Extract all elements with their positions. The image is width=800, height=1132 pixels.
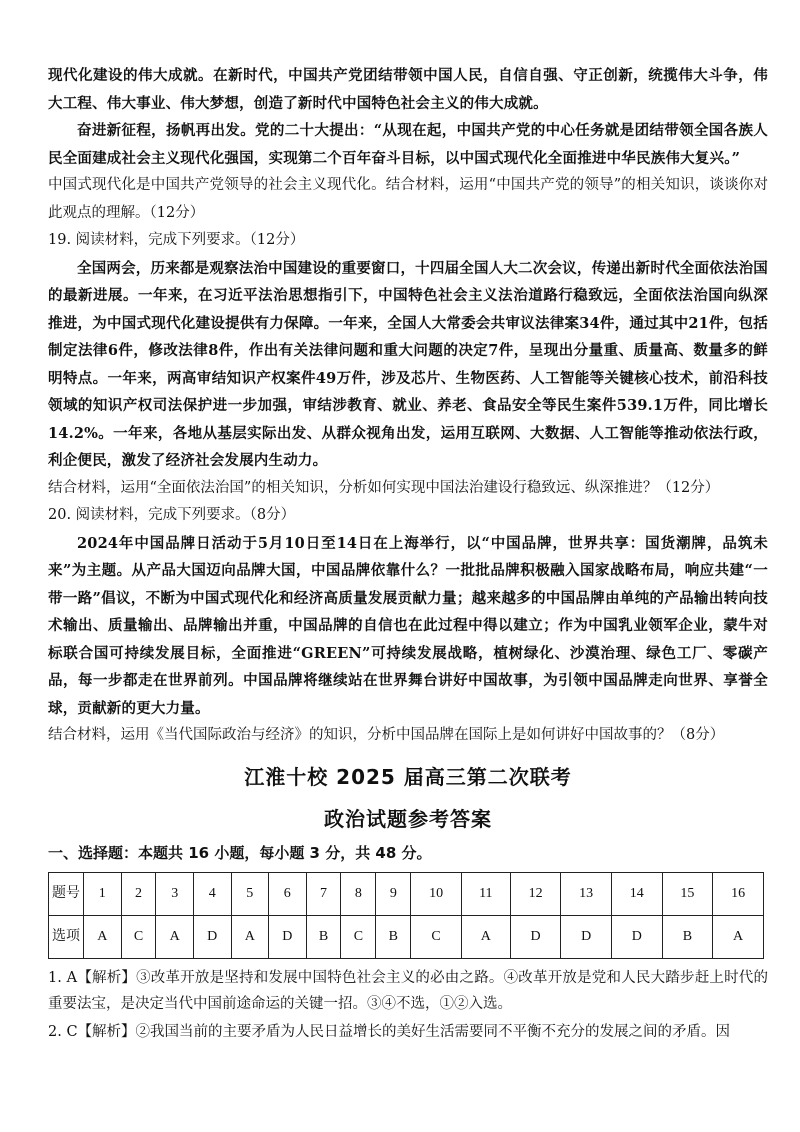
table-cell: 2 (121, 872, 156, 915)
table-cell: 1 (84, 872, 122, 915)
q20-heading: 20. 阅读材料，完成下列要求。（8分） (48, 507, 296, 523)
document-page (48, 62, 768, 1045)
explanation-2: 2. C【解析】②我国当前的主要矛盾为人民日益增长的美好生活需要同不平衡不充分的发展之间的矛盾。因 (48, 1023, 731, 1040)
q20-question: 结合材料，运用《当代国际政治与经济》的知识，分析中国品牌在国际上是如何讲好中国故事的？（8分） (48, 727, 725, 743)
table-cell: A (231, 915, 269, 958)
table-cell: 14 (611, 872, 662, 915)
table-cell: D (269, 915, 307, 958)
table-cell: C (411, 915, 462, 958)
answer-table (48, 872, 764, 959)
table-cell: B (662, 915, 713, 958)
table-cell: 12 (510, 872, 561, 915)
table-cell: 10 (411, 872, 462, 915)
table-cell: 8 (341, 872, 376, 915)
table-row-numbers (49, 872, 764, 915)
q19-heading: 19. 阅读材料，完成下列要求。（12分） (48, 232, 305, 248)
explanation-1: 1. A【解析】③改革开放是坚持和发展中国特色社会主义的必由之路。④改革开放是党和人民大踏步赶上时代的重要法宝，是决定当代中国前途命运的关键一招。③④不选，①②入选。 (48, 969, 768, 1012)
table-cell: 7 (306, 872, 341, 915)
table-cell: C (341, 915, 376, 958)
table-cell: D (510, 915, 561, 958)
table-cell: 9 (376, 872, 411, 915)
table-cell: 4 (193, 872, 231, 915)
answer-key-title: 江淮十校 2025 届高三第二次联考 (244, 764, 572, 789)
table-cell: D (193, 915, 231, 958)
table-cell: 15 (662, 872, 713, 915)
table-cell: 13 (561, 872, 612, 915)
q18-question: 中国式现代化是中国共产党领导的社会主义现代化。结合材料，运用“中国共产党的领导”的相关知识，谈谈你对此观点的理解。（12分） (48, 177, 768, 221)
table-cell: B (376, 915, 411, 958)
table-cell: A (461, 915, 510, 958)
table-cell: D (611, 915, 662, 958)
table-row-answers (49, 915, 764, 958)
table-cell: B (306, 915, 341, 958)
table-cell: A (156, 915, 194, 958)
q18-material-paragraph-1: 现代化建设的伟大成就。在新时代，中国共产党团结带领中国人民，自信自强、守正创新，统揽伟大斗争，伟大工程、伟大事业、伟大梦想，创造了新时代中国特色社会主义的伟大成就。 (48, 67, 768, 112)
q19-question: 结合材料，运用“全面依法治国”的相关知识，分析如何实现中国法治建设行稳致远、纵深推进？（12分） (48, 479, 720, 496)
row-label-option: 选项 (49, 915, 84, 958)
q19-material: 全国两会，历来都是观察法治中国建设的重要窗口，十四届全国人大二次会议，传递出新时代全面依法治国的最新进展。一年来，在习近平法治思想指引下，中国特色社会主义法治道路行稳致远，全面依法治国向纵深推进，为中国式现代化建设提供有力保障。一年来，全国人大常委会共审议法律案34件，通过其中21件，包括制定法律6件，修改法律8件，作出有关法律问题和重大问题的决定7件，呈现出分量重、质量高、数量多的鲜明特点。一年来，两高审结知识产权案件49万件，涉及芯片、生物医药、人工智能等关键核心技术，前沿科技领域的知识产权司法保护进一步加强，审结涉教育、就业、养老、食品安全等民生案件539.1万件，同比增长14.2%。一年来，各地从基层实际出发、从群众视角出发，运用互联网、大数据、人工智能等推动依法行政，利企便民，激发了经济社会发展内生动力。 (48, 259, 768, 469)
section-heading-choice: 一、选择题：本题共 16 小题，每小题 3 分，共 48 分。 (48, 843, 432, 862)
table-cell: A (84, 915, 122, 958)
row-label-number: 题号 (49, 872, 84, 915)
table-cell: 16 (713, 872, 764, 915)
table-cell: 5 (231, 872, 269, 915)
q18-material-paragraph-2: 奋进新征程，扬帆再出发。党的二十大提出：“从现在起，中国共产党的中心任务就是团结带领全国各族人民全面建成社会主义现代化强国，实现第二个百年奋斗目标，以中国式现代化全面推进中华民族伟大复兴。” (48, 122, 768, 167)
table-cell: 11 (461, 872, 510, 915)
q20-material: 2024年中国品牌日活动于5月10日至14日在上海举行，以“中国品牌，世界共享：国货潮牌，品筑未来”为主题。从产品大国迈向品牌大国，中国品牌依靠什么？一批批品牌积极融入国家战略布局，响应共建“一带一路”倡议，不断为中国式现代化和经济高质量发展贡献力量；越来越多的中国品牌由单纯的产品输出转向技术输出、质量输出、品牌输出并重，中国品牌的自信也在此过程中得以建立；作为中国乳业领军企业，蒙牛对标联合国可持续发展目标，全面推进“GREEN”可持续发展战略，植树绿化、沙漠治理、绿色工厂、零碳产品，每一步都走在世界前列。中国品牌将继续站在世界舞台讲好中国故事，为引领中国品牌走向世界、享誉全球，贡献新的更大力量。 (48, 534, 768, 717)
table-cell: C (121, 915, 156, 958)
table-cell: 6 (269, 872, 307, 915)
table-cell: D (561, 915, 612, 958)
answer-key-subtitle: 政治试题参考答案 (324, 806, 492, 831)
table-cell: 3 (156, 872, 194, 915)
table-cell: A (713, 915, 764, 958)
